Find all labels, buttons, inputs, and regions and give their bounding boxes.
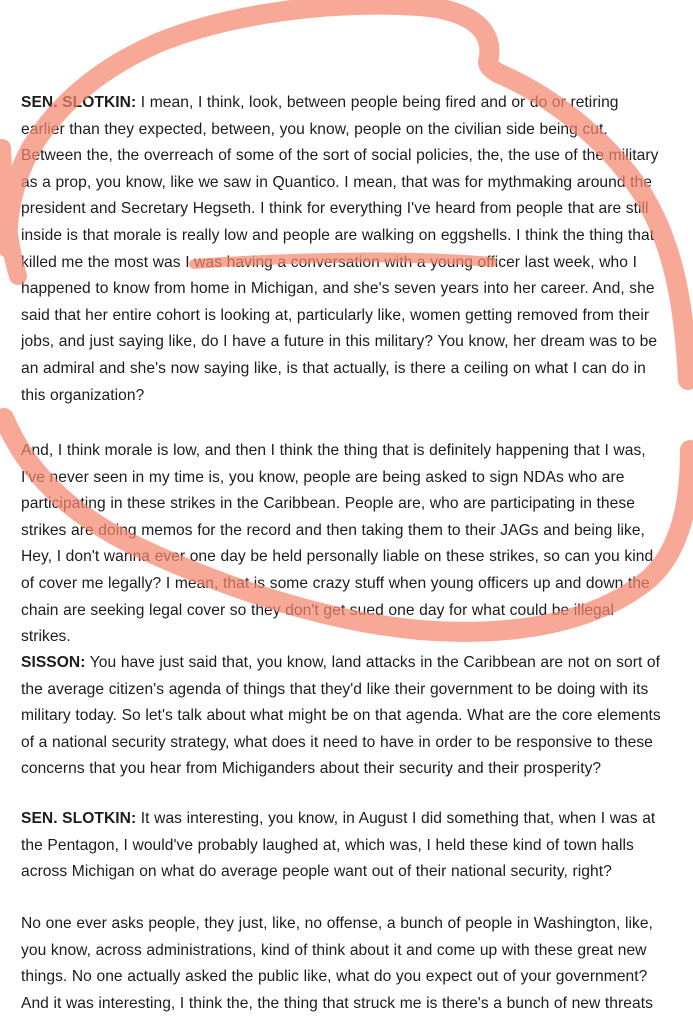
paragraph-text: I mean, I think, look, between people being fired and or do or retiring earlier than they expected, between, you know, people on the civilian side being cut. Between the, the overreach of some of the sort of social policies, the, the use of the military as a prop, you know, like we saw in Quantico. I mean, that was for mythmaking around the president and Secretary Hegseth. I think for everything I've heard from people that are still inside is that morale is really low and people are walking on eggshells. I think the thing that killed me the most was I was having a conversation with a young officer last week, who I happened to know from home in Michigan, and she's seven years into her career. And, she said that her entire cohort is looking at, particularly like, women getting removed from their jobs, and just saying like, do I have a future in this military? You know, her dream was to be an admiral and she's now saying like, is that actually, is there a ceiling on what I can do in this organization? bbox=[21, 94, 659, 404]
paragraph-text: You have just said that, you know, land attacks in the Caribbean are not on sort of the average citizen's agenda of things that they'd like their government to be doing with its military today. So let's talk about what might be on that agenda. What are the core elements of a national security strategy, what does it need to have in order to be responsive to these concerns that you hear from Michiganders about their security and their prosperity? bbox=[21, 654, 661, 778]
speaker-label: SEN. SLOTKIN: bbox=[21, 810, 137, 827]
paragraph-text: And, I think morale is low, and then I think the thing that is definitely happening that I was, I've never seen in my time is, you know, people are being asked to sign NDAs who are participating in these strikes in the Caribbean. People are, who are participating in these strikes are doing memos for the record and then taking them to their JAGs and being like, Hey, I don't wanna ever one day be held personally liable on these strikes, so can you kind of cover me legally? I mean, that is some crazy stuff when young officers up and down the chain are seeking legal cover so they don't get sued one day for what could be illegal strikes. bbox=[21, 442, 654, 646]
circle-stroke-left-upper bbox=[2, 148, 18, 276]
paragraph-text: No one ever asks people, they just, like, no offense, a bunch of people in Washington, like, you know, across administrations, kind of think about it and come up with these great new things. No one actually asked the public like, what do you expect out of your government? And it was interesting, I think the, the thing that struck me is there's a bunch of new threats bbox=[21, 915, 653, 1012]
speaker-label: SISSON: bbox=[21, 654, 86, 671]
transcript-paragraph bbox=[21, 911, 661, 1017]
transcript-paragraph bbox=[21, 650, 661, 783]
transcript-paragraph bbox=[21, 438, 661, 651]
speaker-label: SEN. SLOTKIN: bbox=[21, 94, 137, 111]
paragraph-text: It was interesting, you know, in August I did something that, when I was at the Pentagon, I would've probably laughed at, which was, I held these kind of town halls across Michigan on what do average people want out of their national security, right? bbox=[21, 810, 656, 881]
transcript-paragraph bbox=[21, 90, 661, 409]
transcript-paragraph bbox=[21, 806, 661, 886]
